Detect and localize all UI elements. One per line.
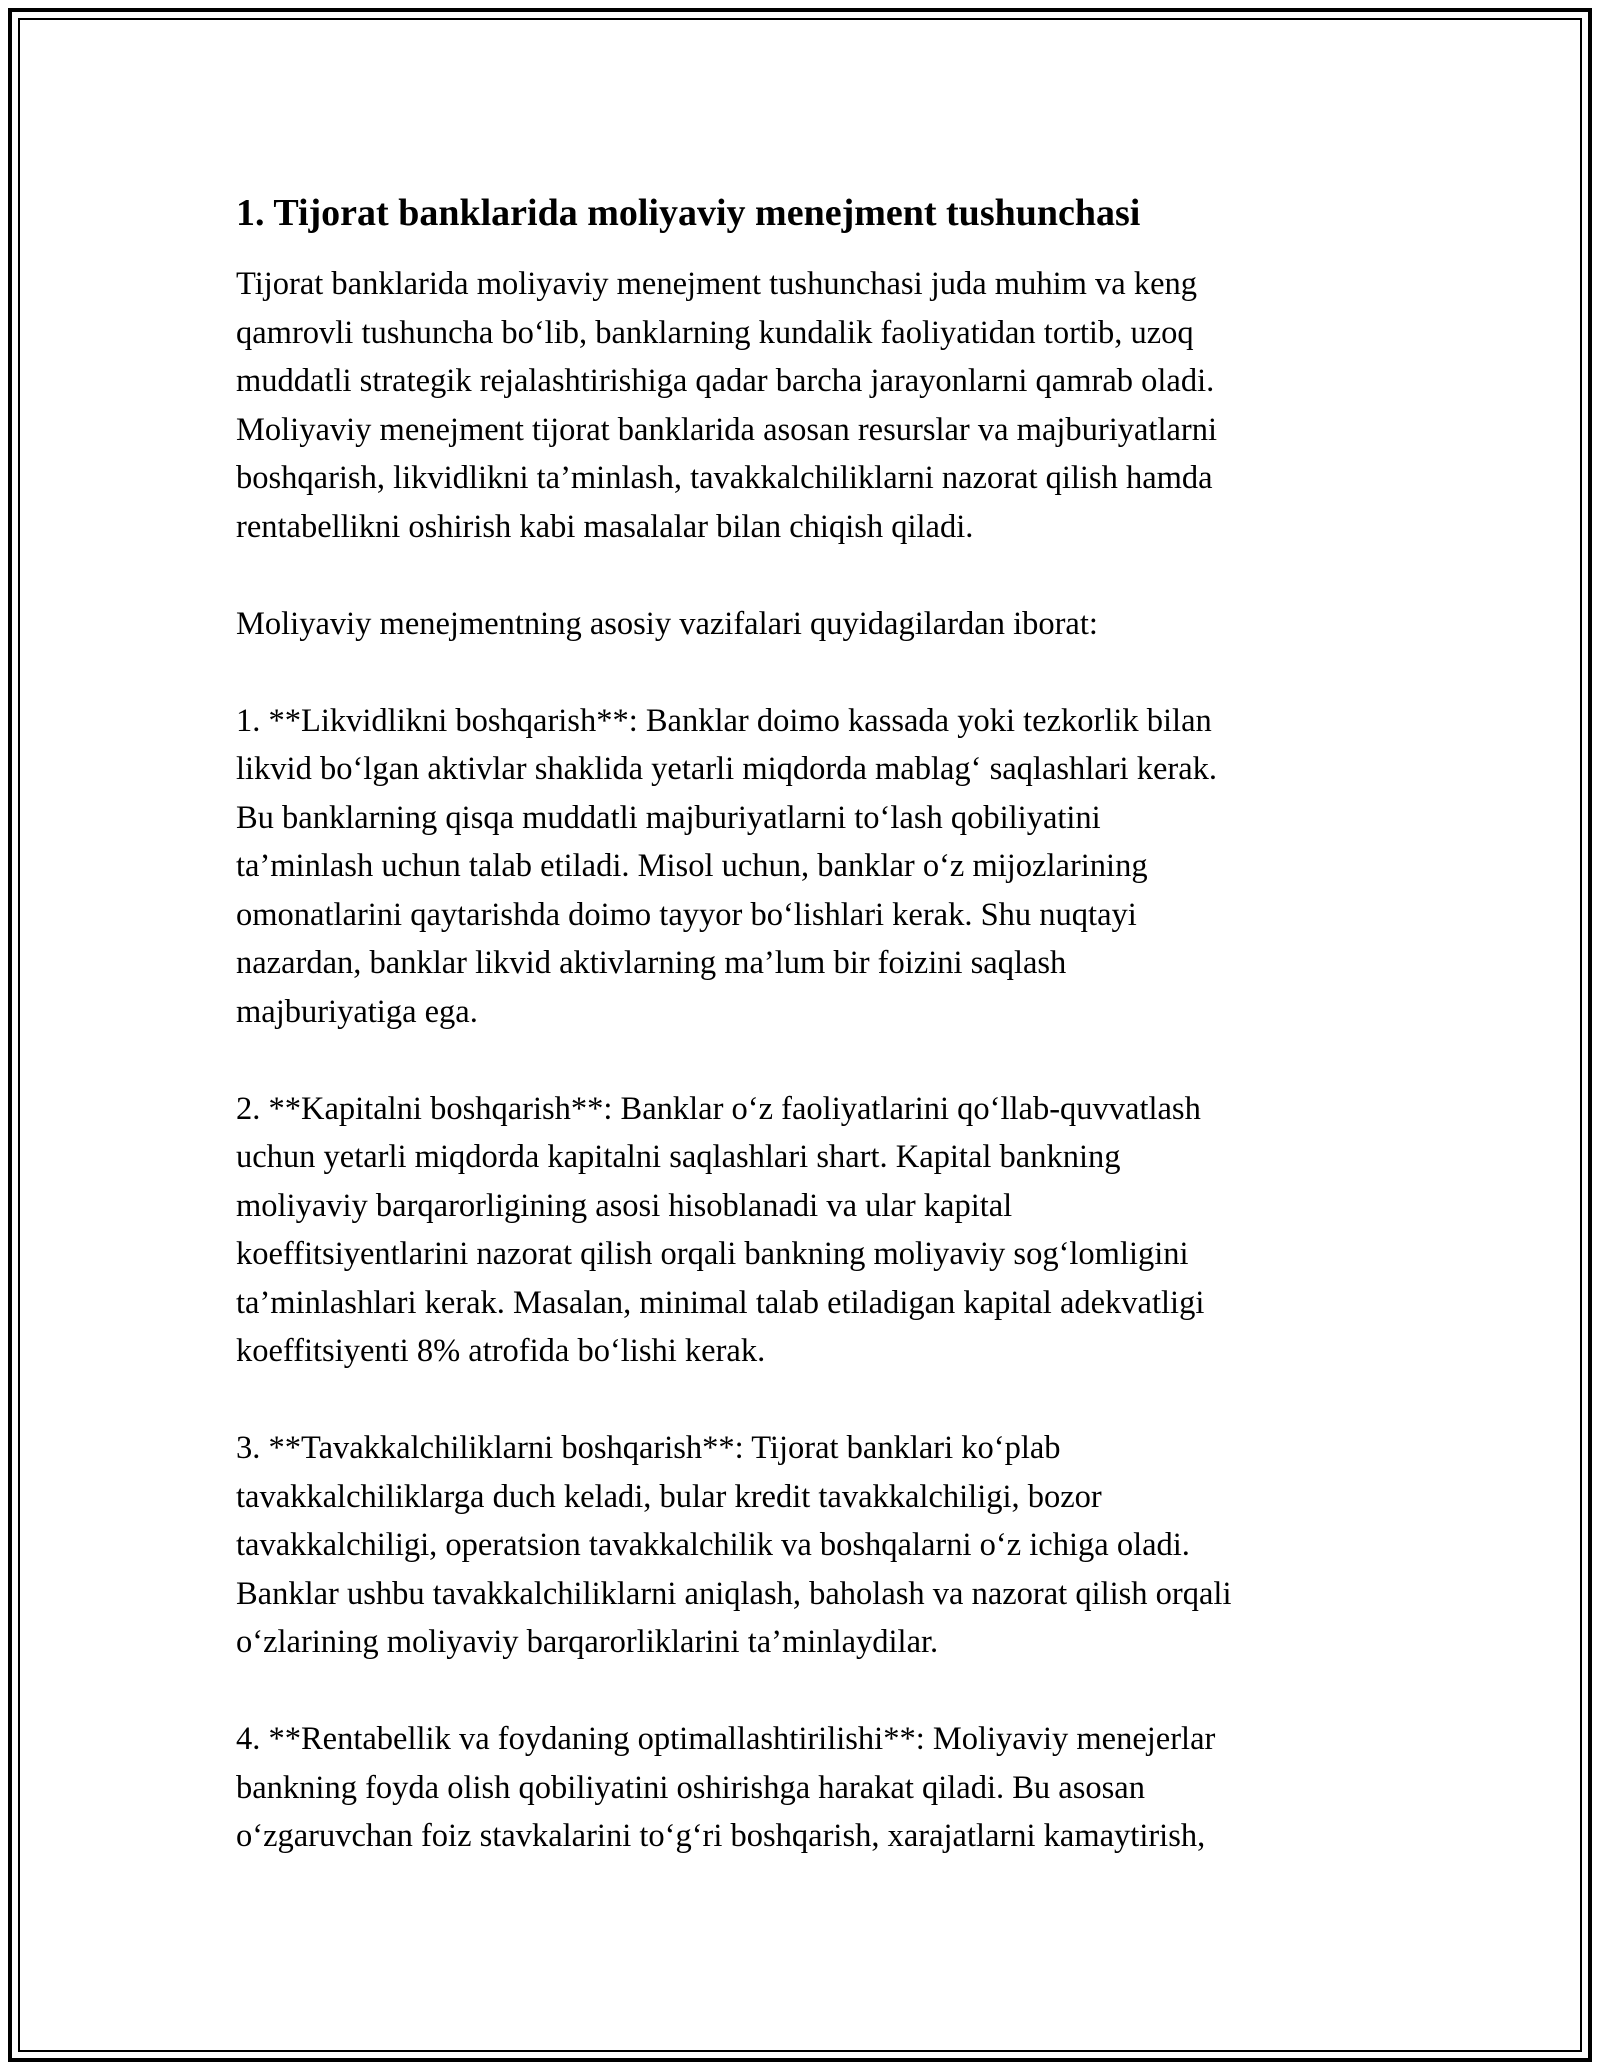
paragraph-spacer — [236, 551, 1376, 600]
list-item-capital: 2. **Kapitalni boshqarish**: Banklar o‘z faoliyatlarini qo‘llab-quvvatlash uchun yetarli miqdorda kapitalni saqlashlari shart. Kapital bankning moliyaviy barqarorligining asosi hisoblanadi va ular kapital koeffitsiyentlarini nazorat qilish orqali bankning moliyaviy sog‘lomligini ta’minlashlari kerak. Masalan, minimal talab etiladigan kapital adekvatligi koeffitsiyenti 8% atrofida bo‘lishi kerak. — [236, 1090, 1205, 1369]
paragraph-spacer — [236, 648, 1376, 697]
list-item-liquidity: 1. **Likvidlikni boshqarish**: Banklar doimo kassada yoki tezkorlik bilan likvid bo‘lgan aktivlar shaklida yetarli miqdorda mablag‘ saqlashlari kerak. Bu banklarning qisqa muddatli majburiyatlarni to‘lash qobiliyatini ta’minlash uchun talab etiladi. Misol uchun, banklar o‘z mijozlarining omonatlarini qaytarishda doimo tayyor bo‘lishlari kerak. Shu nuqtayi nazardan, banklar likvid aktivlarning ma’lum bir foizini saqlash majburiyatiga ega. — [236, 702, 1218, 1030]
list-item-risk: 3. **Tavakkalchiliklarni boshqarish**: Tijorat banklari ko‘plab tavakkalchiliklarga duch keladi, bular kredit tavakkalchiligi, bozor tavakkalchiligi, operatsion tavakkalchilik va boshqalarni o‘z ichiga oladi. Banklar ushbu tavakkalchiliklarni aniqlash, baholash va nazorat qilish orqali o‘zlarining moliyaviy barqarorliklarini ta’minlaydilar. — [236, 1430, 1232, 1660]
list-item-profitability: 4. **Rentabellik va foydaning optimallashtirilishi**: Moliyaviy menejerlar bankning foyda olish qobiliyatini oshirishga harakat qiladi. Bu asosan o‘zgaruvchan foiz stavkalarini to‘g‘ri boshqarish, xarajatlarni kamaytirish, — [236, 1721, 1216, 1854]
document-body — [236, 188, 1376, 1861]
intro-paragraph: Tijorat banklarida moliyaviy menejment tushunchasi juda muhim va keng qamrovli tushuncha bo‘lib, banklarning kundalik faoliyatidan tortib, uzoq muddatli strategik rejalashtirishiga qadar barcha jarayonlarni qamrab oladi. Moliyaviy menejment tijorat banklarida asosan resurslar va majburiyatlarni boshqarish, likvidlikni ta’minlash, tavakkalchiliklarni nazorat qilish hamda rentabellikni oshirish kabi masalalar bilan chiqish qiladi. — [236, 266, 1218, 545]
paragraph-spacer — [236, 1667, 1376, 1716]
paragraph-spacer — [236, 1036, 1376, 1085]
section-heading: 1. Tijorat banklarida moliyaviy menejment tushunchasi — [236, 192, 1141, 234]
paragraph-spacer — [236, 1376, 1376, 1425]
tasks-intro-paragraph: Moliyaviy menejmentning asosiy vazifalari quyidagilardan iborat: — [236, 605, 1098, 642]
